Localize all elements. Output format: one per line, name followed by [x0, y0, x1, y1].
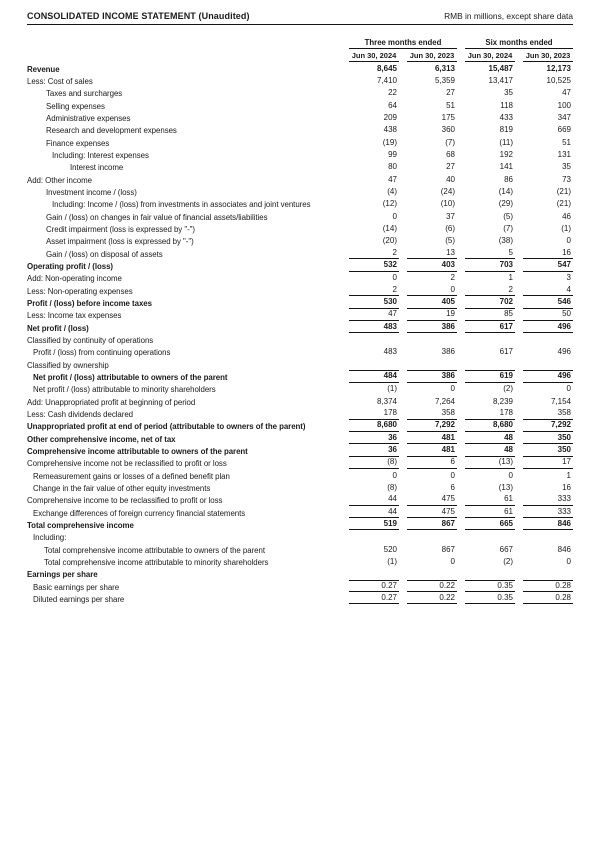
value-cell: 386 [441, 347, 455, 357]
value-cell [349, 542, 399, 543]
value-cell: 36 [349, 445, 399, 457]
value-cell: 48 [465, 433, 515, 445]
table-row [27, 469, 573, 481]
value-cell: 12,173 [546, 63, 571, 73]
value-cell: 175 [441, 113, 455, 123]
value-cell: (14) [382, 224, 397, 234]
value-cell: 0 [566, 236, 571, 246]
value-cell: 13 [407, 248, 457, 260]
value-cell: 10,525 [546, 76, 571, 86]
date-header-row [27, 51, 573, 62]
value-cell: 8,239 [492, 396, 513, 406]
table-row [27, 99, 573, 111]
table-row [27, 296, 573, 308]
value-cell: (8) [387, 482, 397, 492]
table-row [27, 111, 573, 123]
value-cell: 7,292 [407, 420, 457, 432]
value-cell: (19) [382, 137, 397, 147]
value-cell: 64 [388, 100, 397, 110]
value-cell: 209 [383, 113, 397, 123]
value-cell: (7) [445, 137, 455, 147]
value-cell: (2) [503, 556, 513, 566]
value-cell: 6,313 [434, 63, 455, 73]
table-row [27, 309, 573, 321]
value-cell: 619 [465, 370, 515, 383]
value-cell: 47 [562, 88, 571, 98]
value-cell: 73 [562, 174, 571, 184]
value-cell: 496 [523, 322, 573, 334]
value-cell: (21) [556, 199, 571, 209]
table-row [27, 272, 573, 284]
row-label: Credit impairment (loss is expressed by "-") [46, 225, 195, 235]
row-label: Including: Interest expenses [52, 151, 149, 161]
table-row [27, 493, 573, 505]
value-cell: 178 [465, 408, 515, 420]
value-cell: 433 [499, 113, 513, 123]
table-row [27, 407, 573, 419]
value-cell: 0 [407, 285, 457, 297]
value-cell: 0 [392, 211, 397, 221]
value-cell: 80 [388, 162, 397, 172]
value-cell: 100 [557, 100, 571, 110]
value-cell: 2 [349, 285, 399, 297]
value-cell: (11) [499, 137, 513, 147]
value-cell: 37 [446, 211, 455, 221]
value-cell: 519 [349, 519, 399, 531]
date-header: Jun 30, 2024 [465, 51, 515, 62]
date-header: Jun 30, 2023 [523, 51, 573, 62]
value-cell: 846 [523, 519, 573, 531]
value-cell: 51 [446, 100, 455, 110]
value-cell: 667 [499, 544, 513, 554]
value-cell: 2 [450, 273, 455, 283]
value-cell: (1) [561, 224, 571, 234]
value-cell: (6) [445, 224, 455, 234]
row-label: Classified by continuity of operations [27, 336, 154, 346]
value-cell: 61 [465, 507, 515, 519]
value-cell: 481 [407, 445, 457, 457]
table-row [27, 580, 573, 592]
value-cell: 350 [523, 433, 573, 445]
col-group-six-months: Six months ended [465, 38, 573, 49]
table-row [27, 321, 573, 333]
value-cell: 333 [523, 494, 573, 506]
table-row [27, 136, 573, 148]
value-cell: 17 [523, 457, 573, 469]
value-cell: 27 [446, 162, 455, 172]
row-label: Total comprehensive income attributable to minority shareholders [44, 557, 269, 567]
row-label: Comprehensive income attributable to owners of the parent [27, 447, 248, 456]
value-cell: (1) [387, 556, 397, 566]
value-cell: 22 [388, 88, 397, 98]
value-cell: 532 [349, 260, 399, 272]
value-cell: 0.22 [407, 580, 457, 593]
table-row [27, 444, 573, 456]
table-row [27, 87, 573, 99]
page-title: CONSOLIDATED INCOME STATEMENT (Unaudited) [27, 11, 250, 21]
value-cell: (38) [498, 236, 513, 246]
value-cell: 5 [465, 248, 515, 260]
value-cell: 7,410 [376, 76, 397, 86]
table-row [27, 222, 573, 234]
value-cell: 141 [499, 162, 513, 172]
row-label: Earnings per share [27, 570, 98, 580]
row-label: Comprehensive income to be reclassified to profit or loss [27, 496, 223, 506]
value-cell: (20) [382, 236, 397, 246]
table-row [27, 543, 573, 555]
value-cell: (8) [349, 457, 399, 469]
row-label: Total comprehensive income [27, 520, 134, 530]
value-cell: 475 [407, 507, 457, 519]
value-cell: 481 [407, 433, 457, 445]
row-label: Including: [33, 533, 67, 543]
value-cell: 178 [349, 408, 399, 420]
row-label: Add: Unappropriated profit at beginning of period [27, 397, 196, 407]
table-row [27, 185, 573, 197]
value-cell: (5) [503, 211, 513, 221]
value-cell: 1 [566, 470, 571, 480]
table-row [27, 124, 573, 136]
value-cell: 0 [566, 556, 571, 566]
value-cell: 4 [523, 285, 573, 297]
table-row [27, 358, 573, 370]
value-cell: 27 [446, 88, 455, 98]
value-cell: (24) [440, 187, 455, 197]
income-statement-table [27, 38, 573, 604]
value-cell: (29) [498, 199, 513, 209]
value-cell: 8,645 [376, 63, 397, 73]
value-cell: 50 [523, 309, 573, 321]
table-row [27, 148, 573, 160]
row-label: Administrative expenses [46, 114, 131, 124]
value-cell: (14) [498, 187, 513, 197]
value-cell: 7,264 [434, 396, 455, 406]
row-label: Revenue [27, 64, 60, 74]
row-label: Asset impairment (loss is expressed by "-") [46, 237, 194, 247]
value-cell: 0.27 [349, 580, 399, 593]
value-cell: 496 [557, 347, 571, 357]
value-cell: 358 [407, 408, 457, 420]
value-cell [465, 542, 515, 543]
row-label: Add: Non-operating income [27, 274, 122, 284]
value-cell: 3 [566, 273, 571, 283]
table-row [27, 555, 573, 567]
row-label: Operating profit / (loss) [27, 262, 113, 272]
date-header-spacer [27, 51, 341, 62]
value-cell: 40 [446, 174, 455, 184]
column-group-header-row [27, 38, 573, 49]
table-row [27, 235, 573, 247]
row-label: Total comprehensive income attributable to owners of the parent [44, 545, 265, 555]
row-label: Net profit / (loss) attributable to minority shareholders [33, 385, 216, 395]
value-cell: (21) [556, 187, 571, 197]
table-row [27, 592, 573, 604]
value-cell: 405 [407, 297, 457, 309]
value-cell: 68 [446, 150, 455, 160]
row-label: Investment income / (loss) [46, 188, 137, 198]
unit-note: RMB in millions, except share data [444, 11, 573, 21]
value-cell: 8,680 [349, 420, 399, 432]
row-label: Net profit / (loss) attributable to owners of the parent [33, 373, 228, 383]
value-cell: 0.27 [349, 593, 399, 605]
value-cell: 0 [392, 470, 397, 480]
table-row [27, 259, 573, 271]
value-cell: 703 [465, 260, 515, 272]
value-cell: 819 [499, 125, 513, 135]
table-row [27, 432, 573, 444]
value-cell: 0 [566, 384, 571, 394]
row-label: Interest income [70, 163, 124, 173]
value-cell: 1 [508, 273, 513, 283]
value-cell: 358 [523, 408, 573, 420]
value-cell: 547 [523, 260, 573, 272]
value-cell: 47 [388, 174, 397, 184]
value-cell: 44 [349, 494, 399, 506]
value-cell: 475 [407, 494, 457, 506]
row-label: Other comprehensive income, net of tax [27, 434, 176, 444]
value-cell: (13) [498, 482, 513, 492]
table-row [27, 370, 573, 382]
col-group-three-months: Three months ended [349, 38, 457, 49]
row-label: Selling expenses [46, 101, 105, 111]
value-cell: 36 [349, 433, 399, 445]
value-cell: 0 [450, 556, 455, 566]
value-cell: 7,154 [550, 396, 571, 406]
value-cell: 617 [465, 322, 515, 334]
row-label: Exchange differences of foreign currency financial statements [33, 508, 246, 518]
value-cell: 8,374 [376, 396, 397, 406]
row-label: Finance expenses [46, 138, 110, 148]
value-cell: 0 [508, 470, 513, 480]
row-label: Taxes and surcharges [46, 89, 123, 99]
row-label: Research and development expenses [46, 126, 177, 136]
value-cell: 86 [504, 174, 513, 184]
value-cell: 669 [557, 125, 571, 135]
value-cell: 8,680 [465, 420, 515, 432]
value-cell: 0.22 [407, 593, 457, 605]
value-cell: 19 [407, 309, 457, 321]
table-row [27, 395, 573, 407]
value-cell: 617 [499, 347, 513, 357]
value-cell: 702 [465, 297, 515, 309]
row-label: Less: Cash dividends declared [27, 410, 134, 420]
value-cell: 51 [562, 137, 571, 147]
value-cell: 438 [383, 125, 397, 135]
row-label: Less: Income tax expenses [27, 311, 122, 321]
value-cell: 48 [465, 445, 515, 457]
table-row [27, 567, 573, 579]
value-cell: 61 [465, 494, 515, 506]
value-cell: 867 [407, 519, 457, 531]
table-row [27, 518, 573, 530]
row-label: Classified by ownership [27, 360, 109, 370]
row-label: Gain / (loss) on changes in fair value of financial assets/liabilities [46, 212, 268, 222]
table-row [27, 506, 573, 518]
group-header-spacer [27, 38, 341, 49]
value-cell: 131 [557, 150, 571, 160]
value-cell: 386 [407, 322, 457, 334]
table-row [27, 530, 573, 542]
value-cell: 530 [349, 297, 399, 309]
value-cell: 6 [450, 482, 455, 492]
value-cell [523, 345, 573, 346]
value-cell: 0 [450, 384, 455, 394]
value-cell: (2) [503, 384, 513, 394]
table-row [27, 481, 573, 493]
value-cell: 665 [465, 519, 515, 531]
value-cell [407, 542, 457, 543]
value-cell: 192 [499, 150, 513, 160]
table-row [27, 383, 573, 395]
table-row [27, 346, 573, 358]
row-label: Profit / (loss) before income taxes [27, 299, 152, 309]
value-cell: 16 [523, 248, 573, 260]
table-row [27, 173, 573, 185]
table-row [27, 420, 573, 432]
value-cell: 0.28 [523, 593, 573, 605]
value-cell: 118 [500, 100, 513, 110]
value-cell: 483 [349, 322, 399, 334]
value-cell: 2 [349, 248, 399, 260]
value-cell: 846 [557, 544, 571, 554]
table-row [27, 161, 573, 173]
row-label: Net profit / (loss) [27, 323, 89, 333]
value-cell: (5) [445, 236, 455, 246]
value-cell: (13) [465, 457, 515, 469]
row-label: Less: Cost of sales [27, 77, 93, 87]
value-cell: 386 [407, 370, 457, 383]
value-cell: (1) [387, 384, 397, 394]
value-cell: 13,417 [488, 76, 513, 86]
value-cell: (10) [440, 199, 455, 209]
value-cell: 99 [388, 150, 397, 160]
value-cell: 2 [465, 285, 515, 297]
row-label: Less: Non-operating expenses [27, 286, 133, 296]
table-row [27, 210, 573, 222]
row-label: Profit / (loss) from continuing operations [33, 348, 171, 358]
row-label: Remeasurement gains or losses of a defined benefit plan [33, 471, 230, 481]
value-cell: 35 [562, 162, 571, 172]
value-cell: (12) [382, 199, 397, 209]
value-cell: 6 [407, 457, 457, 469]
value-cell: 350 [523, 445, 573, 457]
row-label: Basic earnings per share [33, 582, 120, 592]
value-cell: 5,359 [434, 76, 455, 86]
value-cell: 360 [441, 125, 455, 135]
value-cell: 347 [557, 113, 571, 123]
value-cell: 0.35 [465, 593, 515, 605]
value-cell: 546 [523, 297, 573, 309]
value-cell: 15,487 [488, 63, 513, 73]
row-label: Including: Income / (loss) from investments in associates and joint ventures [52, 200, 311, 210]
table-row [27, 284, 573, 296]
row-label: Change in the fair value of other equity investments [33, 483, 211, 493]
value-cell: 867 [441, 544, 455, 554]
row-label: Comprehensive income not be reclassified to profit or loss [27, 459, 227, 469]
value-cell: 0 [392, 273, 397, 283]
value-cell: (4) [387, 187, 397, 197]
value-cell: 333 [523, 507, 573, 519]
value-cell: 47 [349, 309, 399, 321]
row-label: Add: Other income [27, 175, 92, 185]
row-label: Unappropriated profit at end of period (attributable to owners of the parent) [27, 422, 306, 432]
value-cell [465, 345, 515, 346]
table-row [27, 74, 573, 86]
value-cell [349, 345, 399, 346]
table-row [27, 333, 573, 345]
table-row [27, 247, 573, 259]
row-label: Gain / (loss) on disposal of assets [46, 249, 163, 259]
value-cell: 0 [450, 470, 455, 480]
value-cell: 483 [383, 347, 397, 357]
value-cell: 85 [465, 309, 515, 321]
table-row [27, 457, 573, 469]
value-cell: (7) [503, 224, 513, 234]
value-cell [407, 345, 457, 346]
document-header [27, 0, 573, 25]
value-cell: 46 [562, 211, 571, 221]
row-label: Diluted earnings per share [33, 594, 125, 604]
date-header: Jun 30, 2024 [349, 51, 399, 62]
value-cell: 35 [504, 88, 513, 98]
value-cell: 16 [562, 482, 571, 492]
value-cell: 44 [349, 507, 399, 519]
value-cell: 520 [383, 544, 397, 554]
value-cell: 403 [407, 260, 457, 272]
value-cell: 0.35 [465, 580, 515, 593]
value-cell: 0.28 [523, 580, 573, 593]
table-row [27, 198, 573, 210]
table-body [27, 62, 573, 604]
value-cell: 484 [349, 370, 399, 383]
value-cell: 7,292 [523, 420, 573, 432]
date-header: Jun 30, 2023 [407, 51, 457, 62]
value-cell [523, 542, 573, 543]
value-cell: 496 [523, 370, 573, 383]
table-row [27, 62, 573, 74]
